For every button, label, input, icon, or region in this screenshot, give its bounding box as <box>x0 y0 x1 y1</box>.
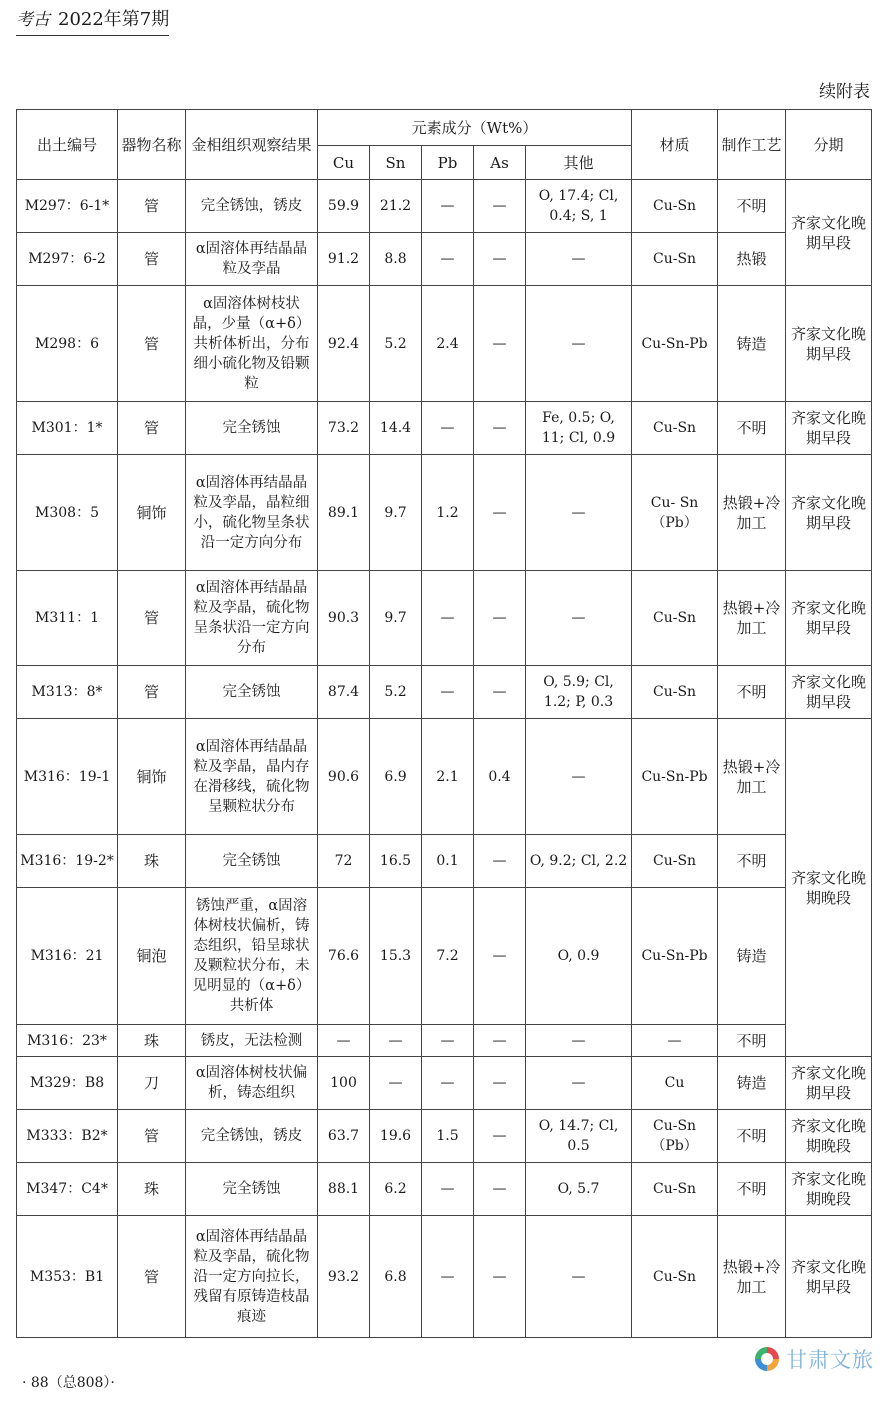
cell-sn: 9.7 <box>370 455 422 571</box>
cell-material: Cu-Sn <box>632 233 718 286</box>
cell-name: 管 <box>118 286 186 402</box>
cell-sn: 14.4 <box>370 402 422 455</box>
cell-cu: 72 <box>318 835 370 888</box>
cell-other: — <box>526 1216 632 1338</box>
header-cu: Cu <box>318 146 370 180</box>
cell-material: Cu-Sn-Pb <box>632 888 718 1025</box>
cell-as: — <box>474 888 526 1025</box>
cell-process: 不明 <box>718 1110 786 1163</box>
cell-process: 不明 <box>718 180 786 233</box>
cell-cu: 76.6 <box>318 888 370 1025</box>
cell-id: M311：1 <box>17 571 118 666</box>
watermark-text: 甘肃文旅 <box>786 1348 874 1372</box>
cell-material: Cu- Sn（Pb） <box>632 455 718 571</box>
cell-observation: α固溶体树枝状晶，少量（α+δ）共析体析出，分布细小硫化物及铅颗粒 <box>186 286 318 402</box>
header-process: 制作工艺 <box>718 110 786 180</box>
cell-process: 不明 <box>718 1163 786 1216</box>
table-row <box>17 1057 872 1110</box>
cell-pb: 1.5 <box>422 1110 474 1163</box>
cell-sn: 16.5 <box>370 835 422 888</box>
cell-other: O, 5.9; Cl, 1.2; P, 0.3 <box>526 666 632 719</box>
cell-as: — <box>474 666 526 719</box>
cell-cu: 93.2 <box>318 1216 370 1338</box>
cell-observation: 完全锈蚀，锈皮 <box>186 1110 318 1163</box>
cell-pb: — <box>422 1163 474 1216</box>
cell-pb: 2.4 <box>422 286 474 402</box>
cell-other: — <box>526 233 632 286</box>
cell-as: — <box>474 1057 526 1110</box>
cell-id: M313：8* <box>17 666 118 719</box>
cell-pb: — <box>422 571 474 666</box>
cell-sn: 8.8 <box>370 233 422 286</box>
cell-name: 铜泡 <box>118 888 186 1025</box>
cell-period: 齐家文化晚期早段 <box>786 180 872 286</box>
cell-id: M298：6 <box>17 286 118 402</box>
cell-process: 不明 <box>718 402 786 455</box>
cell-as: — <box>474 835 526 888</box>
cell-name: 珠 <box>118 835 186 888</box>
cell-as: — <box>474 286 526 402</box>
cell-observation: 完全锈蚀 <box>186 402 318 455</box>
table-row <box>17 286 872 402</box>
header-pb: Pb <box>422 146 474 180</box>
cell-id: M316：19-2* <box>17 835 118 888</box>
cell-observation: 完全锈蚀，锈皮 <box>186 180 318 233</box>
cell-material: Cu-Sn <box>632 835 718 888</box>
cell-pb: 2.1 <box>422 719 474 835</box>
cell-as: — <box>474 1216 526 1338</box>
cell-period: 齐家文化晚期早段 <box>786 286 872 402</box>
gansu-tourism-logo-icon <box>752 1344 782 1374</box>
header-elements-group: 元素成分（Wt%） <box>318 110 632 146</box>
cell-id: M301：1* <box>17 402 118 455</box>
cell-material: Cu-Sn-Pb <box>632 719 718 835</box>
cell-sn: 6.9 <box>370 719 422 835</box>
cell-pb: — <box>422 666 474 719</box>
cell-period: 齐家文化晚期晚段 <box>786 1163 872 1216</box>
header-period: 分期 <box>786 110 872 180</box>
cell-as: — <box>474 1163 526 1216</box>
cell-id: M353：B1 <box>17 1216 118 1338</box>
cell-period: 齐家文化晚期早段 <box>786 1216 872 1338</box>
cell-name: 管 <box>118 233 186 286</box>
cell-process: 不明 <box>718 835 786 888</box>
cell-process: 热锻+冷加工 <box>718 1216 786 1338</box>
cell-other: O, 9.2; Cl, 2.2 <box>526 835 632 888</box>
table-row <box>17 719 872 835</box>
cell-as: — <box>474 402 526 455</box>
cell-sn: 6.8 <box>370 1216 422 1338</box>
cell-id: M347：C4* <box>17 1163 118 1216</box>
header-as: As <box>474 146 526 180</box>
cell-pb: — <box>422 1025 474 1057</box>
composition-table <box>16 109 872 1338</box>
cell-material: Cu-Sn-Pb <box>632 286 718 402</box>
cell-material: Cu <box>632 1057 718 1110</box>
cell-pb: — <box>422 1216 474 1338</box>
cell-process: 不明 <box>718 666 786 719</box>
cell-name: 刀 <box>118 1057 186 1110</box>
header-material: 材质 <box>632 110 718 180</box>
cell-process: 热锻 <box>718 233 786 286</box>
cell-sn: — <box>370 1025 422 1057</box>
cell-observation: α固溶体再结晶晶粒及孪晶，晶粒细小，硫化物呈条状沿一定方向分布 <box>186 455 318 571</box>
cell-other: — <box>526 719 632 835</box>
cell-pb: — <box>422 402 474 455</box>
table-row <box>17 1163 872 1216</box>
cell-process: 不明 <box>718 1025 786 1057</box>
cell-id: M333：B2* <box>17 1110 118 1163</box>
cell-pb: 1.2 <box>422 455 474 571</box>
cell-pb: — <box>422 233 474 286</box>
header-name: 器物名称 <box>118 110 186 180</box>
cell-as: — <box>474 1110 526 1163</box>
cell-material: Cu-Sn（Pb） <box>632 1110 718 1163</box>
cell-pb: — <box>422 1057 474 1110</box>
cell-cu: 92.4 <box>318 286 370 402</box>
table-row <box>17 571 872 666</box>
table-row <box>17 180 872 233</box>
cell-sn: — <box>370 1057 422 1110</box>
cell-period: 齐家文化晚期早段 <box>786 666 872 719</box>
cell-id: M316：19-1 <box>17 719 118 835</box>
cell-id: M297：6-2 <box>17 233 118 286</box>
cell-name: 管 <box>118 402 186 455</box>
cell-cu: 59.9 <box>318 180 370 233</box>
cell-observation: 锈蚀严重，α固溶体树枝状偏析，铸态组织，铅呈球状及颗粒状分布，未见明显的（α+δ）共析体 <box>186 888 318 1025</box>
cell-period: 齐家文化晚期晚段 <box>786 719 872 1057</box>
cell-period: 齐家文化晚期早段 <box>786 571 872 666</box>
cell-cu: 88.1 <box>318 1163 370 1216</box>
table-caption: 续附表 <box>819 82 870 102</box>
table-row <box>17 835 872 888</box>
cell-id: M329：B8 <box>17 1057 118 1110</box>
cell-observation: 完全锈蚀 <box>186 666 318 719</box>
cell-id: M308：5 <box>17 455 118 571</box>
cell-observation: α固溶体再结晶晶粒及孪晶，晶内存在滑移线，硫化物呈颗粒状分布 <box>186 719 318 835</box>
cell-as: — <box>474 180 526 233</box>
cell-process: 热锻+冷加工 <box>718 571 786 666</box>
cell-cu: 90.3 <box>318 571 370 666</box>
cell-as: — <box>474 233 526 286</box>
cell-material: — <box>632 1025 718 1057</box>
journal-header <box>16 6 169 36</box>
cell-cu: 87.4 <box>318 666 370 719</box>
cell-observation: α固溶体再结晶晶粒及孪晶，硫化物呈条状沿一定方向分布 <box>186 571 318 666</box>
cell-pb: — <box>422 180 474 233</box>
header-other: 其他 <box>526 146 632 180</box>
cell-as: — <box>474 455 526 571</box>
cell-name: 铜饰 <box>118 455 186 571</box>
cell-sn: 6.2 <box>370 1163 422 1216</box>
cell-process: 热锻+冷加工 <box>718 719 786 835</box>
cell-other: O, 17.4; Cl, 0.4; S, 1 <box>526 180 632 233</box>
cell-as: — <box>474 1025 526 1057</box>
cell-name: 管 <box>118 571 186 666</box>
cell-as: 0.4 <box>474 719 526 835</box>
table-row <box>17 402 872 455</box>
cell-other: — <box>526 1025 632 1057</box>
cell-cu: 63.7 <box>318 1110 370 1163</box>
cell-as: — <box>474 571 526 666</box>
cell-material: Cu-Sn <box>632 1216 718 1338</box>
cell-observation: 完全锈蚀 <box>186 1163 318 1216</box>
table-row <box>17 888 872 1025</box>
cell-process: 热锻+冷加工 <box>718 455 786 571</box>
cell-process: 铸造 <box>718 888 786 1025</box>
cell-material: Cu-Sn <box>632 666 718 719</box>
cell-cu: 91.2 <box>318 233 370 286</box>
cell-sn: 5.2 <box>370 666 422 719</box>
table-row <box>17 1216 872 1338</box>
cell-other: — <box>526 571 632 666</box>
cell-other: O, 5.7 <box>526 1163 632 1216</box>
cell-other: O, 0.9 <box>526 888 632 1025</box>
cell-period: 齐家文化晚期早段 <box>786 402 872 455</box>
cell-material: Cu-Sn <box>632 402 718 455</box>
cell-sn: 9.7 <box>370 571 422 666</box>
cell-name: 铜饰 <box>118 719 186 835</box>
cell-name: 管 <box>118 1110 186 1163</box>
cell-sn: 15.3 <box>370 888 422 1025</box>
cell-period: 齐家文化晚期早段 <box>786 1057 872 1110</box>
cell-pb: 7.2 <box>422 888 474 1025</box>
table-row <box>17 455 872 571</box>
table-row <box>17 666 872 719</box>
cell-name: 管 <box>118 666 186 719</box>
cell-other: Fe, 0.5; O, 11; Cl, 0.9 <box>526 402 632 455</box>
cell-cu: 89.1 <box>318 455 370 571</box>
cell-material: Cu-Sn <box>632 1163 718 1216</box>
table-row <box>17 233 872 286</box>
cell-cu: 73.2 <box>318 402 370 455</box>
cell-id: M316：21 <box>17 888 118 1025</box>
table-row <box>17 1110 872 1163</box>
cell-sn: 19.6 <box>370 1110 422 1163</box>
table-row <box>17 1025 872 1057</box>
journal-name: 考古 <box>16 10 50 30</box>
cell-cu: 100 <box>318 1057 370 1110</box>
cell-observation: α固溶体再结晶晶粒及孪晶，硫化物沿一定方向拉长，残留有原铸造枝晶痕迹 <box>186 1216 318 1338</box>
watermark <box>752 1344 874 1374</box>
cell-id: M316：23* <box>17 1025 118 1057</box>
cell-other: O, 14.7; Cl, 0.5 <box>526 1110 632 1163</box>
cell-observation: α固溶体再结晶晶粒及孪晶 <box>186 233 318 286</box>
cell-observation: α固溶体树枝状偏析，铸态组织 <box>186 1057 318 1110</box>
cell-period: 齐家文化晚期晚段 <box>786 1110 872 1163</box>
header-sn: Sn <box>370 146 422 180</box>
cell-period: 齐家文化晚期早段 <box>786 455 872 571</box>
header-observation: 金相组织观察结果 <box>186 110 318 180</box>
cell-observation: 锈皮，无法检测 <box>186 1025 318 1057</box>
cell-cu: 90.6 <box>318 719 370 835</box>
cell-material: Cu-Sn <box>632 571 718 666</box>
cell-name: 珠 <box>118 1163 186 1216</box>
cell-pb: 0.1 <box>422 835 474 888</box>
cell-other: — <box>526 455 632 571</box>
cell-other: — <box>526 1057 632 1110</box>
cell-other: — <box>526 286 632 402</box>
journal-issue: 2022年第7期 <box>58 9 170 30</box>
cell-cu: — <box>318 1025 370 1057</box>
cell-name: 管 <box>118 1216 186 1338</box>
cell-id: M297：6-1* <box>17 180 118 233</box>
cell-sn: 5.2 <box>370 286 422 402</box>
cell-process: 铸造 <box>718 286 786 402</box>
cell-name: 珠 <box>118 1025 186 1057</box>
header-id: 出土编号 <box>17 110 118 180</box>
cell-process: 铸造 <box>718 1057 786 1110</box>
cell-observation: 完全锈蚀 <box>186 835 318 888</box>
page-number: · 88（总808）· <box>22 1375 115 1391</box>
cell-material: Cu-Sn <box>632 180 718 233</box>
cell-name: 管 <box>118 180 186 233</box>
cell-sn: 21.2 <box>370 180 422 233</box>
